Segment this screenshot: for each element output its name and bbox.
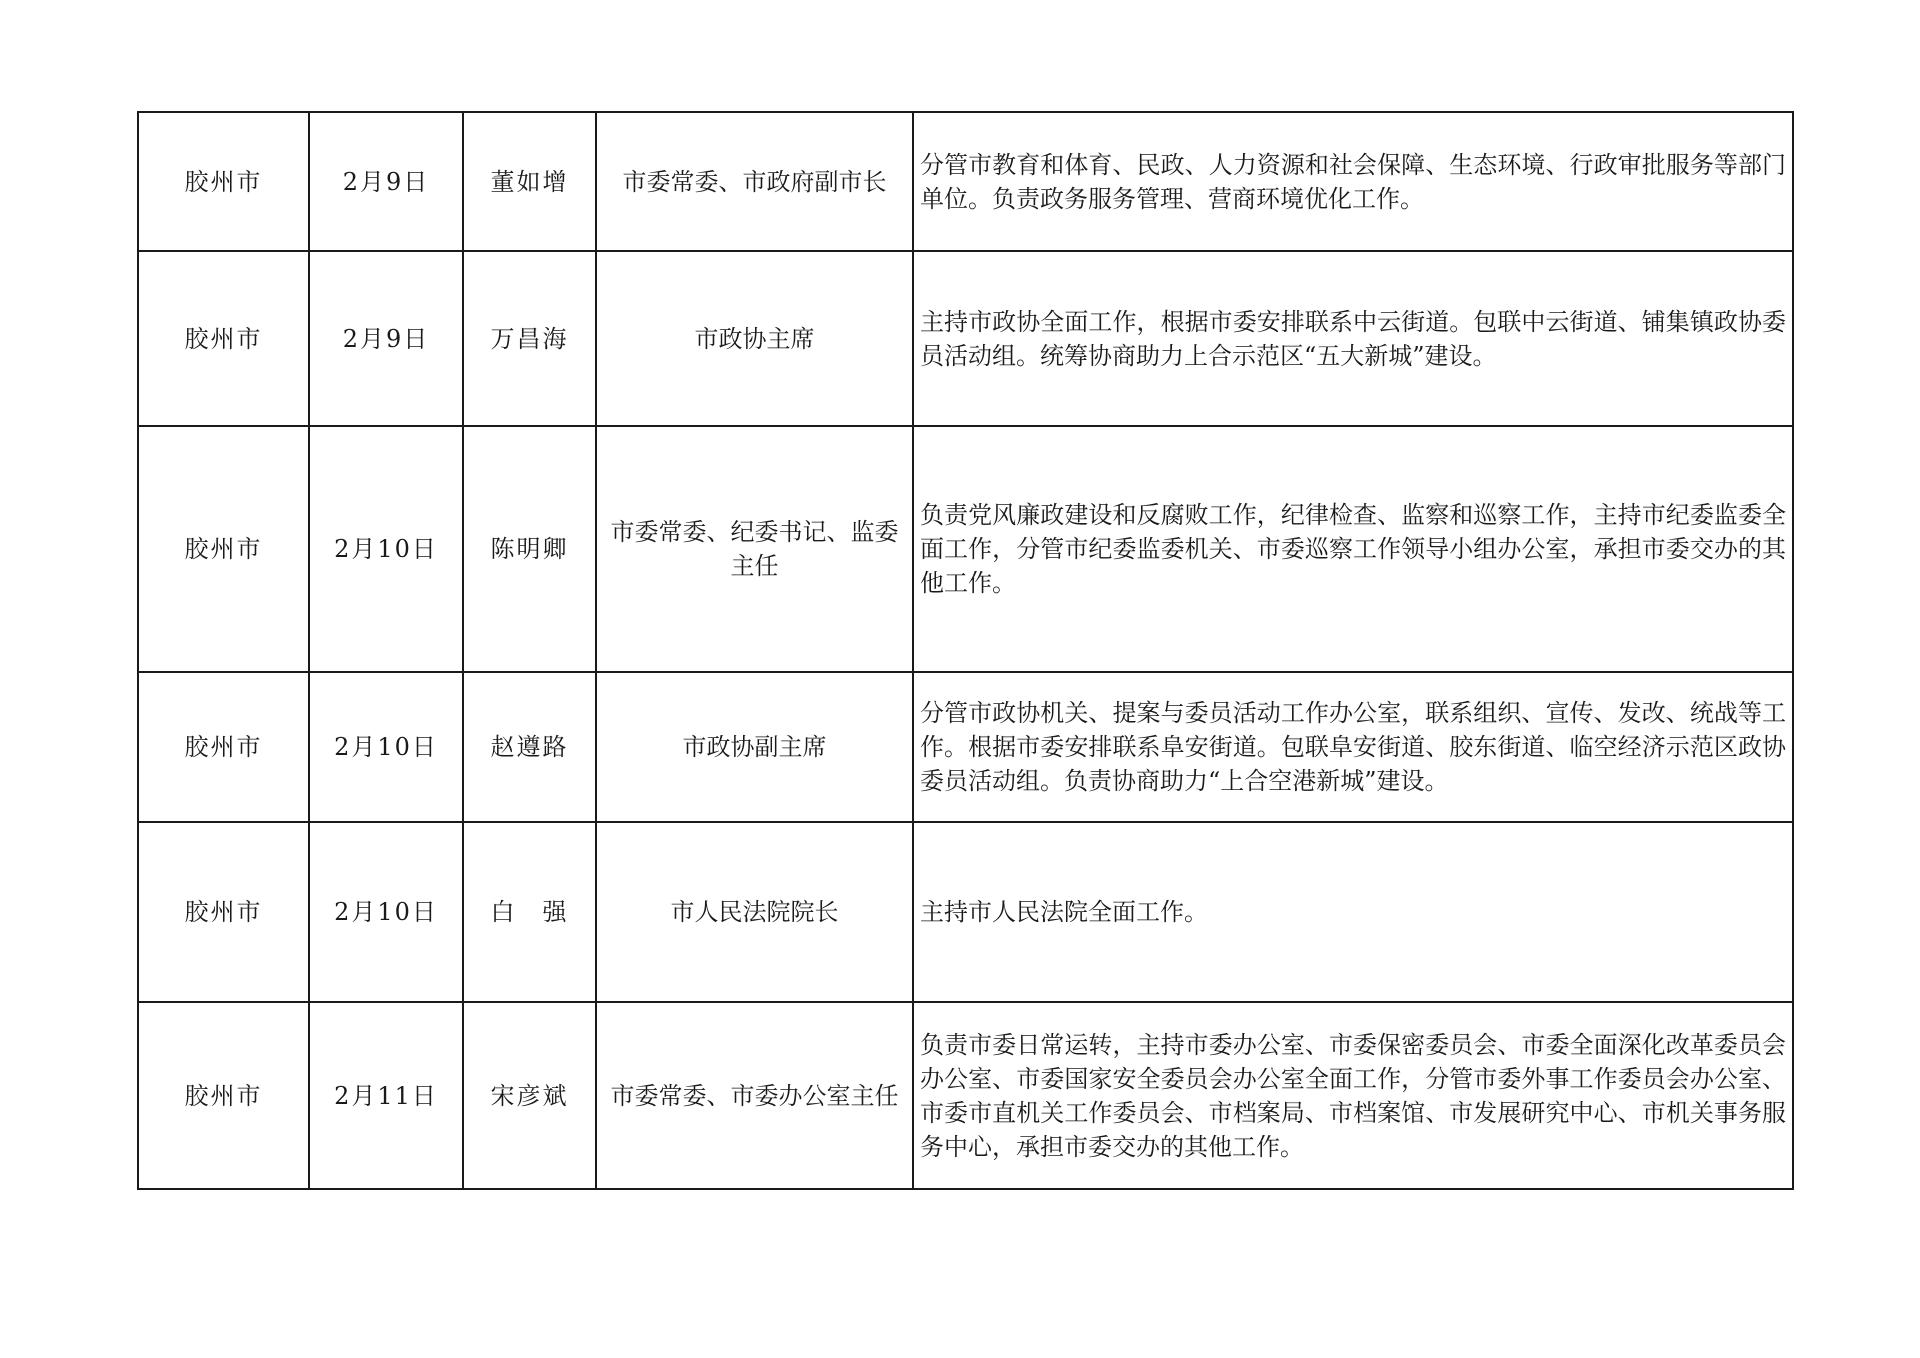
duties-cell: 负责市委日常运转，主持市委办公室、市委保密委员会、市委全面深化改革委员会办公室、市委国家安全委员会办公室全面工作，分管市委外事工作委员会办公室、市委市直机关工作委员会、市档案局、市档案馆、市发展研究中心、市机关事务服务中心，承担市委交办的其他工作。	[913, 1002, 1793, 1189]
officials-duty-table	[137, 111, 1794, 1190]
region-cell: 胶州市	[138, 1002, 309, 1189]
table-row	[138, 426, 1793, 672]
name-cell: 白 强	[463, 822, 596, 1002]
date-cell: 2月9日	[309, 112, 463, 251]
region-cell: 胶州市	[138, 672, 309, 822]
region-cell: 胶州市	[138, 251, 309, 426]
duties-cell: 负责党风廉政建设和反腐败工作，纪律检查、监察和巡察工作，主持市纪委监委全面工作，分管市纪委监委机关、市委巡察工作领导小组办公室，承担市委交办的其他工作。	[913, 426, 1793, 672]
name-cell: 陈明卿	[463, 426, 596, 672]
position-cell: 市人民法院院长	[596, 822, 913, 1002]
position-cell: 市委常委、市政府副市长	[596, 112, 913, 251]
position-cell: 市政协副主席	[596, 672, 913, 822]
position-cell: 市政协主席	[596, 251, 913, 426]
table-row	[138, 672, 1793, 822]
date-cell: 2月10日	[309, 426, 463, 672]
table-row	[138, 112, 1793, 251]
duties-cell: 主持市人民法院全面工作。	[913, 822, 1793, 1002]
region-cell: 胶州市	[138, 822, 309, 1002]
position-cell: 市委常委、纪委书记、监委主任	[596, 426, 913, 672]
name-cell: 赵遵路	[463, 672, 596, 822]
duties-cell: 分管市政协机关、提案与委员活动工作办公室，联系组织、宣传、发改、统战等工作。根据市委安排联系阜安街道。包联阜安街道、胶东街道、临空经济示范区政协委员活动组。负责协商助力“上合空港新城”建设。	[913, 672, 1793, 822]
duties-cell: 分管市教育和体育、民政、人力资源和社会保障、生态环境、行政审批服务等部门单位。负责政务服务管理、营商环境优化工作。	[913, 112, 1793, 251]
name-cell: 万昌海	[463, 251, 596, 426]
duties-cell: 主持市政协全面工作，根据市委安排联系中云街道。包联中云街道、铺集镇政协委员活动组。统筹协商助力上合示范区“五大新城”建设。	[913, 251, 1793, 426]
date-cell: 2月10日	[309, 672, 463, 822]
table-row	[138, 822, 1793, 1002]
table-row	[138, 251, 1793, 426]
date-cell: 2月9日	[309, 251, 463, 426]
date-cell: 2月10日	[309, 822, 463, 1002]
name-cell: 宋彦斌	[463, 1002, 596, 1189]
table-row	[138, 1002, 1793, 1189]
date-cell: 2月11日	[309, 1002, 463, 1189]
position-cell: 市委常委、市委办公室主任	[596, 1002, 913, 1189]
region-cell: 胶州市	[138, 112, 309, 251]
name-cell: 董如增	[463, 112, 596, 251]
region-cell: 胶州市	[138, 426, 309, 672]
